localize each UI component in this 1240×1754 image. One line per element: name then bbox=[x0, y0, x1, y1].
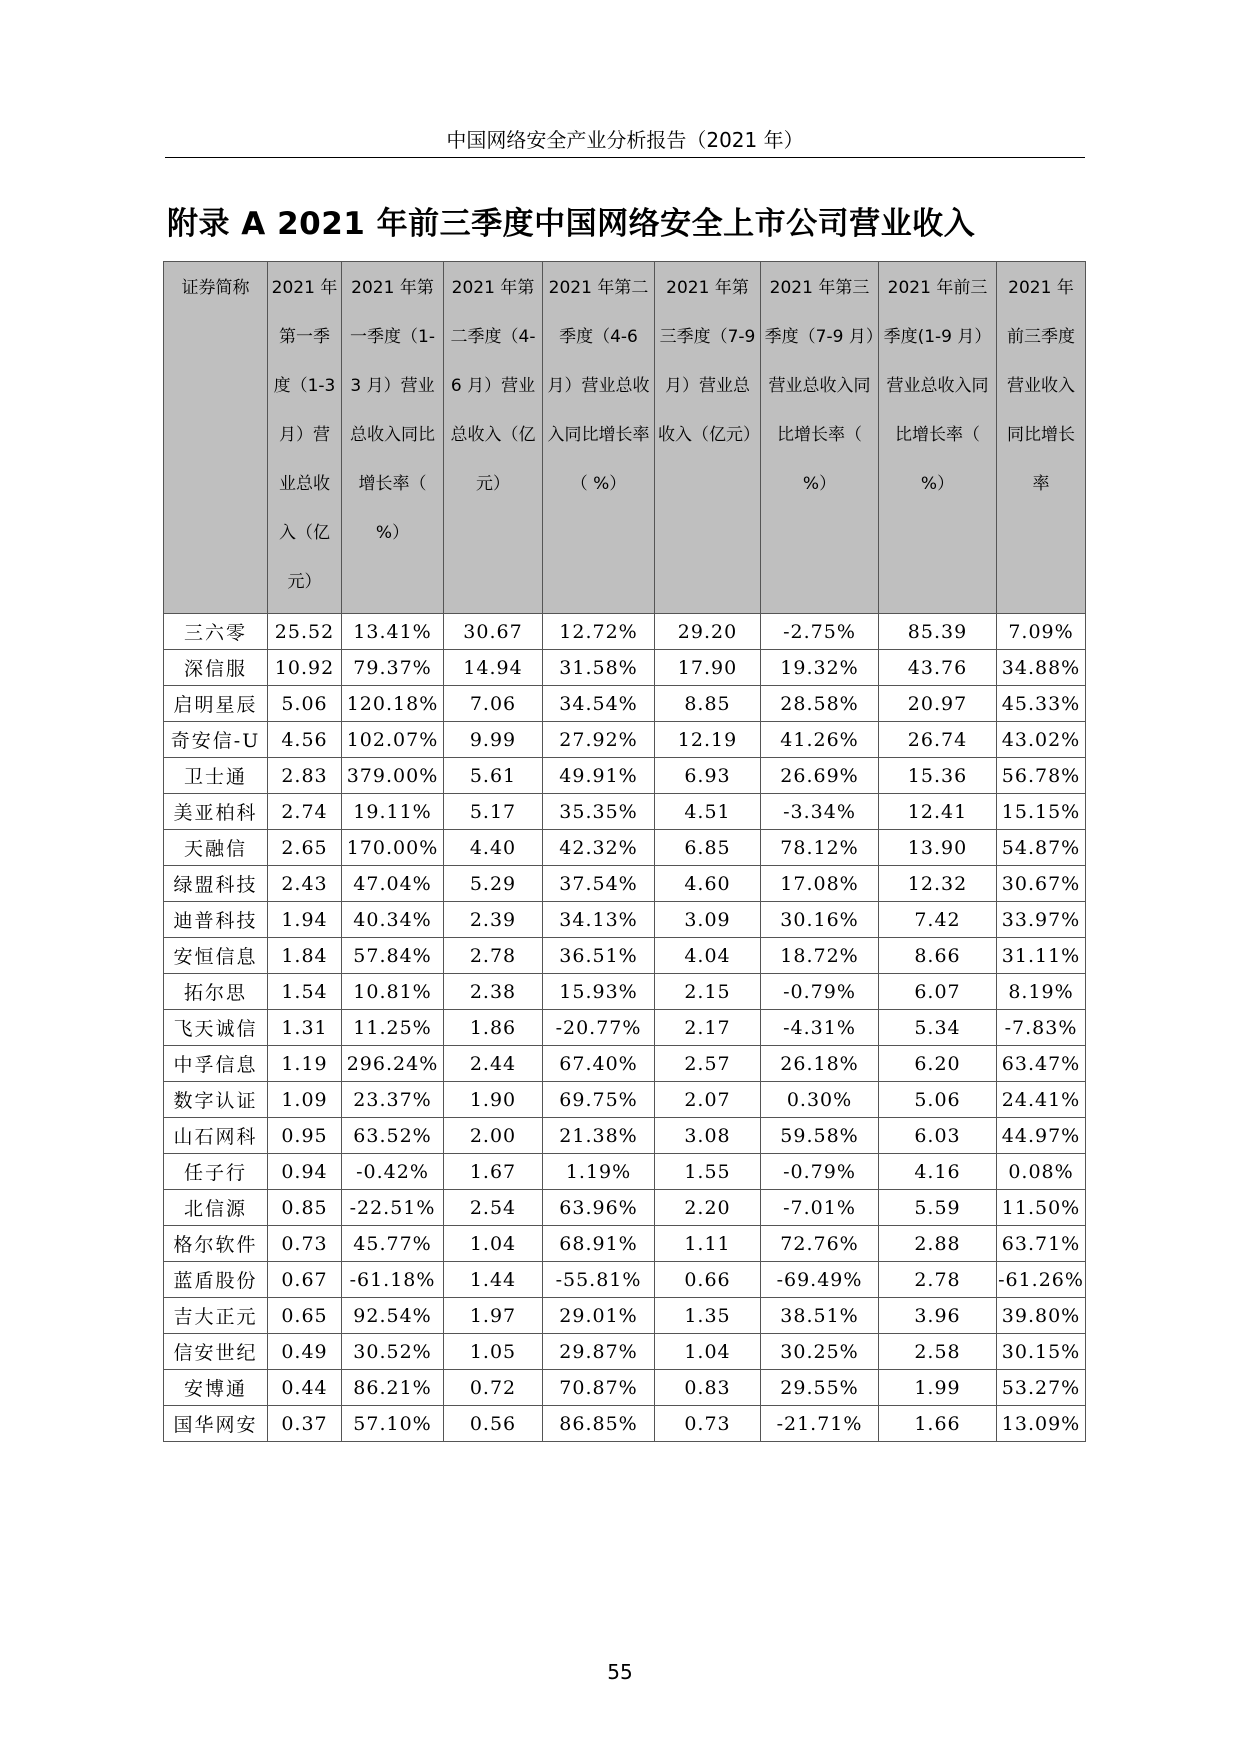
table-cell: 31.11% bbox=[997, 938, 1086, 974]
table-cell: 24.41% bbox=[997, 1082, 1086, 1118]
table-cell: 0.30% bbox=[761, 1082, 879, 1118]
table-cell: 25.52 bbox=[268, 614, 342, 650]
table-cell: 27.92% bbox=[543, 722, 655, 758]
table-cell: 92.54% bbox=[342, 1298, 444, 1334]
table-cell: 3.09 bbox=[655, 902, 761, 938]
header-label: 2021 年第二季度（4-6 月）营业总收入同比增长率（ %） bbox=[547, 278, 650, 494]
table-cell: 379.00% bbox=[342, 758, 444, 794]
table-cell: 11.50% bbox=[997, 1190, 1086, 1226]
table-cell: 1.54 bbox=[268, 974, 342, 1010]
table-cell: 9.99 bbox=[444, 722, 543, 758]
table-cell: 1.31 bbox=[268, 1010, 342, 1046]
table-cell: 6.20 bbox=[879, 1046, 997, 1082]
table-cell: 30.67% bbox=[997, 866, 1086, 902]
table-cell: 0.65 bbox=[268, 1298, 342, 1334]
table-cell: 1.19% bbox=[543, 1154, 655, 1190]
table-cell: 41.26% bbox=[761, 722, 879, 758]
table-cell: 30.16% bbox=[761, 902, 879, 938]
table-cell: 1.67 bbox=[444, 1154, 543, 1190]
table-header bbox=[164, 262, 1086, 614]
table-cell: 17.90 bbox=[655, 650, 761, 686]
table-cell: 0.94 bbox=[268, 1154, 342, 1190]
header-rule bbox=[165, 157, 1085, 158]
table-cell: -61.18% bbox=[342, 1262, 444, 1298]
table-cell: 34.54% bbox=[543, 686, 655, 722]
table-cell: 47.04% bbox=[342, 866, 444, 902]
appendix-title: 附录 A 2021 年前三季度中国网络安全上市公司营业收入 bbox=[167, 206, 976, 242]
table-cell: -2.75% bbox=[761, 614, 879, 650]
table-cell: 2.07 bbox=[655, 1082, 761, 1118]
table-cell: 1.99 bbox=[879, 1370, 997, 1406]
company-name-cell: 格尔软件 bbox=[164, 1226, 268, 1262]
table-cell: 26.18% bbox=[761, 1046, 879, 1082]
table-cell: -0.79% bbox=[761, 1154, 879, 1190]
table-cell: 4.60 bbox=[655, 866, 761, 902]
table-cell: 29.87% bbox=[543, 1334, 655, 1370]
table-cell: 4.56 bbox=[268, 722, 342, 758]
company-name-cell: 拓尔思 bbox=[164, 974, 268, 1010]
table-cell: 29.55% bbox=[761, 1370, 879, 1406]
header-cell bbox=[997, 262, 1086, 614]
table-cell: 2.17 bbox=[655, 1010, 761, 1046]
table-cell: 120.18% bbox=[342, 686, 444, 722]
table-cell: 0.67 bbox=[268, 1262, 342, 1298]
table-cell: -22.51% bbox=[342, 1190, 444, 1226]
table-cell: 5.61 bbox=[444, 758, 543, 794]
table-cell: 63.96% bbox=[543, 1190, 655, 1226]
table-cell: 1.44 bbox=[444, 1262, 543, 1298]
table-cell: 8.19% bbox=[997, 974, 1086, 1010]
table-cell: 72.76% bbox=[761, 1226, 879, 1262]
table-cell: 7.06 bbox=[444, 686, 543, 722]
table-cell: 6.03 bbox=[879, 1118, 997, 1154]
table-cell: 2.00 bbox=[444, 1118, 543, 1154]
table-cell: 53.27% bbox=[997, 1370, 1086, 1406]
header-cell bbox=[543, 262, 655, 614]
table-cell: 2.78 bbox=[879, 1262, 997, 1298]
company-name-cell: 深信服 bbox=[164, 650, 268, 686]
table-row bbox=[164, 974, 1086, 1010]
table-cell: 1.35 bbox=[655, 1298, 761, 1334]
table-cell: 68.91% bbox=[543, 1226, 655, 1262]
table-row bbox=[164, 1046, 1086, 1082]
table-cell: 0.83 bbox=[655, 1370, 761, 1406]
table-cell: 0.08% bbox=[997, 1154, 1086, 1190]
table-cell: 35.35% bbox=[543, 794, 655, 830]
table-cell: 59.58% bbox=[761, 1118, 879, 1154]
table-cell: 42.32% bbox=[543, 830, 655, 866]
header-label: 2021 年前三季度(1-9 月）营业总收入同比增长率（ %） bbox=[883, 278, 992, 494]
table-cell: 12.19 bbox=[655, 722, 761, 758]
table-cell: 1.90 bbox=[444, 1082, 543, 1118]
table-cell: 57.10% bbox=[342, 1406, 444, 1442]
table-body bbox=[164, 614, 1086, 1442]
table-cell: 2.44 bbox=[444, 1046, 543, 1082]
table-cell: 0.37 bbox=[268, 1406, 342, 1442]
table-cell: 11.25% bbox=[342, 1010, 444, 1046]
table-cell: -7.83% bbox=[997, 1010, 1086, 1046]
company-name-cell: 信安世纪 bbox=[164, 1334, 268, 1370]
page-number: 55 bbox=[607, 1660, 633, 1684]
table-cell: 4.40 bbox=[444, 830, 543, 866]
table-cell: 7.42 bbox=[879, 902, 997, 938]
table-cell: 14.94 bbox=[444, 650, 543, 686]
table-cell: 2.38 bbox=[444, 974, 543, 1010]
table-cell: 5.06 bbox=[268, 686, 342, 722]
table-cell: 0.95 bbox=[268, 1118, 342, 1154]
table-row bbox=[164, 686, 1086, 722]
company-name-cell: 北信源 bbox=[164, 1190, 268, 1226]
table-cell: 36.51% bbox=[543, 938, 655, 974]
table-cell: 54.87% bbox=[997, 830, 1086, 866]
table-cell: 19.11% bbox=[342, 794, 444, 830]
table-cell: 49.91% bbox=[543, 758, 655, 794]
company-name-cell: 国华网安 bbox=[164, 1406, 268, 1442]
table-cell: 0.44 bbox=[268, 1370, 342, 1406]
table-cell: 102.07% bbox=[342, 722, 444, 758]
table-cell: 15.15% bbox=[997, 794, 1086, 830]
table-cell: 2.58 bbox=[879, 1334, 997, 1370]
table-cell: 15.36 bbox=[879, 758, 997, 794]
table-cell: 37.54% bbox=[543, 866, 655, 902]
table-cell: 63.71% bbox=[997, 1226, 1086, 1262]
table-cell: 6.85 bbox=[655, 830, 761, 866]
company-name-cell: 卫士通 bbox=[164, 758, 268, 794]
company-name-cell: 启明星辰 bbox=[164, 686, 268, 722]
table-cell: 2.74 bbox=[268, 794, 342, 830]
table-cell: 33.97% bbox=[997, 902, 1086, 938]
table-cell: 26.69% bbox=[761, 758, 879, 794]
header-cell bbox=[879, 262, 997, 614]
table-cell: 30.67 bbox=[444, 614, 543, 650]
table-cell: 29.01% bbox=[543, 1298, 655, 1334]
table-cell: 4.51 bbox=[655, 794, 761, 830]
company-name-cell: 中孚信息 bbox=[164, 1046, 268, 1082]
table-cell: 31.58% bbox=[543, 650, 655, 686]
table-cell: 13.90 bbox=[879, 830, 997, 866]
header-label: 2021 年第一季度（1-3 月）营业总收入（亿元） bbox=[271, 278, 338, 592]
header-label: 2021 年第二季度（4-6 月）营业总收入（亿元） bbox=[450, 278, 536, 494]
table-cell: 0.73 bbox=[268, 1226, 342, 1262]
table-cell: 296.24% bbox=[342, 1046, 444, 1082]
table-row bbox=[164, 1154, 1086, 1190]
table-cell: 1.55 bbox=[655, 1154, 761, 1190]
header-label: 2021 年第三季度（7-9 月）营业总收入（亿元） bbox=[658, 278, 760, 445]
table-cell: 20.97 bbox=[879, 686, 997, 722]
table-row bbox=[164, 614, 1086, 650]
company-name-cell: 天融信 bbox=[164, 830, 268, 866]
company-name-cell: 山石网科 bbox=[164, 1118, 268, 1154]
table-cell: 12.32 bbox=[879, 866, 997, 902]
table-cell: 12.41 bbox=[879, 794, 997, 830]
table-cell: 2.43 bbox=[268, 866, 342, 902]
header-label: 证券简称 bbox=[181, 278, 250, 298]
table-row bbox=[164, 650, 1086, 686]
company-name-cell: 数字认证 bbox=[164, 1082, 268, 1118]
table-cell: 2.65 bbox=[268, 830, 342, 866]
table-cell: 1.11 bbox=[655, 1226, 761, 1262]
table-cell: 40.34% bbox=[342, 902, 444, 938]
table-cell: 6.93 bbox=[655, 758, 761, 794]
header-cell bbox=[444, 262, 543, 614]
table-cell: -3.34% bbox=[761, 794, 879, 830]
table-cell: 1.94 bbox=[268, 902, 342, 938]
header-cell bbox=[268, 262, 342, 614]
table-cell: 2.57 bbox=[655, 1046, 761, 1082]
table-cell: 0.49 bbox=[268, 1334, 342, 1370]
revenue-table bbox=[163, 261, 1086, 1442]
header-cell bbox=[655, 262, 761, 614]
table-row bbox=[164, 1262, 1086, 1298]
table-cell: 1.97 bbox=[444, 1298, 543, 1334]
table-cell: 30.52% bbox=[342, 1334, 444, 1370]
table-cell: 43.76 bbox=[879, 650, 997, 686]
table-cell: 5.29 bbox=[444, 866, 543, 902]
table-cell: 23.37% bbox=[342, 1082, 444, 1118]
header-cell bbox=[761, 262, 879, 614]
table-cell: 1.86 bbox=[444, 1010, 543, 1046]
company-name-cell: 蓝盾股份 bbox=[164, 1262, 268, 1298]
table-cell: 10.92 bbox=[268, 650, 342, 686]
table-cell: -0.42% bbox=[342, 1154, 444, 1190]
table-cell: 2.15 bbox=[655, 974, 761, 1010]
table-cell: 0.85 bbox=[268, 1190, 342, 1226]
table-cell: 18.72% bbox=[761, 938, 879, 974]
table-cell: 63.47% bbox=[997, 1046, 1086, 1082]
table-row bbox=[164, 1082, 1086, 1118]
table-cell: 30.25% bbox=[761, 1334, 879, 1370]
table-row bbox=[164, 1118, 1086, 1154]
table-cell: 6.07 bbox=[879, 974, 997, 1010]
table-cell: 2.88 bbox=[879, 1226, 997, 1262]
table-cell: 1.04 bbox=[655, 1334, 761, 1370]
table-cell: -20.77% bbox=[543, 1010, 655, 1046]
header-row bbox=[164, 262, 1086, 614]
header-label: 2021 年第三季度（7-9 月）营业总收入同比增长率（ %） bbox=[764, 278, 875, 494]
table-row bbox=[164, 1010, 1086, 1046]
company-name-cell: 吉大正元 bbox=[164, 1298, 268, 1334]
table-cell: 1.04 bbox=[444, 1226, 543, 1262]
table-row bbox=[164, 1406, 1086, 1442]
table-cell: 70.87% bbox=[543, 1370, 655, 1406]
company-name-cell: 安恒信息 bbox=[164, 938, 268, 974]
table-row bbox=[164, 1226, 1086, 1262]
table-row bbox=[164, 1370, 1086, 1406]
table-cell: 1.09 bbox=[268, 1082, 342, 1118]
table-cell: 19.32% bbox=[761, 650, 879, 686]
header-cell bbox=[164, 262, 268, 614]
table-cell: -7.01% bbox=[761, 1190, 879, 1226]
table-cell: 34.13% bbox=[543, 902, 655, 938]
table-row bbox=[164, 758, 1086, 794]
company-name-cell: 奇安信-U bbox=[164, 722, 268, 758]
table-row bbox=[164, 902, 1086, 938]
table-cell: 1.05 bbox=[444, 1334, 543, 1370]
table-cell: 21.38% bbox=[543, 1118, 655, 1154]
table-cell: 5.59 bbox=[879, 1190, 997, 1226]
table-cell: 28.58% bbox=[761, 686, 879, 722]
company-name-cell: 绿盟科技 bbox=[164, 866, 268, 902]
company-name-cell: 飞天诚信 bbox=[164, 1010, 268, 1046]
table-cell: 0.72 bbox=[444, 1370, 543, 1406]
table-cell: 1.84 bbox=[268, 938, 342, 974]
table-cell: 78.12% bbox=[761, 830, 879, 866]
table-cell: 12.72% bbox=[543, 614, 655, 650]
table-cell: 2.83 bbox=[268, 758, 342, 794]
table-cell: -0.79% bbox=[761, 974, 879, 1010]
table-cell: 56.78% bbox=[997, 758, 1086, 794]
table-cell: 5.34 bbox=[879, 1010, 997, 1046]
table-cell: 5.06 bbox=[879, 1082, 997, 1118]
table-cell: 43.02% bbox=[997, 722, 1086, 758]
table-cell: 2.54 bbox=[444, 1190, 543, 1226]
company-name-cell: 美亚柏科 bbox=[164, 794, 268, 830]
table-cell: 0.73 bbox=[655, 1406, 761, 1442]
table-cell: 86.21% bbox=[342, 1370, 444, 1406]
table-cell: 4.04 bbox=[655, 938, 761, 974]
table-cell: 4.16 bbox=[879, 1154, 997, 1190]
company-name-cell: 安博通 bbox=[164, 1370, 268, 1406]
table-row bbox=[164, 938, 1086, 974]
header-label: 2021 年第一季度（1-3 月）营业总收入同比增长率（ %） bbox=[350, 278, 435, 543]
table-cell: 67.40% bbox=[543, 1046, 655, 1082]
table-cell: 1.66 bbox=[879, 1406, 997, 1442]
table-cell: 8.66 bbox=[879, 938, 997, 974]
running-header: 中国网络安全产业分析报告（2021 年） bbox=[446, 128, 804, 152]
table-cell: 13.41% bbox=[342, 614, 444, 650]
table-cell: -69.49% bbox=[761, 1262, 879, 1298]
table-cell: 3.96 bbox=[879, 1298, 997, 1334]
table-cell: 79.37% bbox=[342, 650, 444, 686]
table-row bbox=[164, 830, 1086, 866]
table-cell: -4.31% bbox=[761, 1010, 879, 1046]
table-cell: 2.20 bbox=[655, 1190, 761, 1226]
table-cell: 39.80% bbox=[997, 1298, 1086, 1334]
table-cell: 34.88% bbox=[997, 650, 1086, 686]
table-cell: 44.97% bbox=[997, 1118, 1086, 1154]
table-row bbox=[164, 1334, 1086, 1370]
table-cell: 17.08% bbox=[761, 866, 879, 902]
table-cell: 2.39 bbox=[444, 902, 543, 938]
table-cell: -55.81% bbox=[543, 1262, 655, 1298]
table-cell: 29.20 bbox=[655, 614, 761, 650]
table-row bbox=[164, 1298, 1086, 1334]
table-cell: 3.08 bbox=[655, 1118, 761, 1154]
table-cell: 45.77% bbox=[342, 1226, 444, 1262]
table-cell: 45.33% bbox=[997, 686, 1086, 722]
company-name-cell: 迪普科技 bbox=[164, 902, 268, 938]
table-cell: -21.71% bbox=[761, 1406, 879, 1442]
table-cell: 30.15% bbox=[997, 1334, 1086, 1370]
table-cell: 2.78 bbox=[444, 938, 543, 974]
table-cell: 86.85% bbox=[543, 1406, 655, 1442]
table-cell: 0.66 bbox=[655, 1262, 761, 1298]
header-cell bbox=[342, 262, 444, 614]
table-cell: 69.75% bbox=[543, 1082, 655, 1118]
table-cell: 13.09% bbox=[997, 1406, 1086, 1442]
table-cell: 10.81% bbox=[342, 974, 444, 1010]
table-row bbox=[164, 794, 1086, 830]
company-name-cell: 任子行 bbox=[164, 1154, 268, 1190]
table-row bbox=[164, 866, 1086, 902]
company-name-cell: 三六零 bbox=[164, 614, 268, 650]
table-cell: 15.93% bbox=[543, 974, 655, 1010]
table-cell: 5.17 bbox=[444, 794, 543, 830]
table-cell: 57.84% bbox=[342, 938, 444, 974]
table-row bbox=[164, 722, 1086, 758]
table-cell: 85.39 bbox=[879, 614, 997, 650]
header-label: 2021 年前三季度营业收入同比增长率 bbox=[1007, 278, 1075, 494]
table-row bbox=[164, 1190, 1086, 1226]
table-cell: -61.26% bbox=[997, 1262, 1086, 1298]
table-cell: 26.74 bbox=[879, 722, 997, 758]
table-cell: 170.00% bbox=[342, 830, 444, 866]
table-cell: 1.19 bbox=[268, 1046, 342, 1082]
table-cell: 8.85 bbox=[655, 686, 761, 722]
table-cell: 63.52% bbox=[342, 1118, 444, 1154]
table-cell: 0.56 bbox=[444, 1406, 543, 1442]
table-cell: 38.51% bbox=[761, 1298, 879, 1334]
table-cell: 7.09% bbox=[997, 614, 1086, 650]
